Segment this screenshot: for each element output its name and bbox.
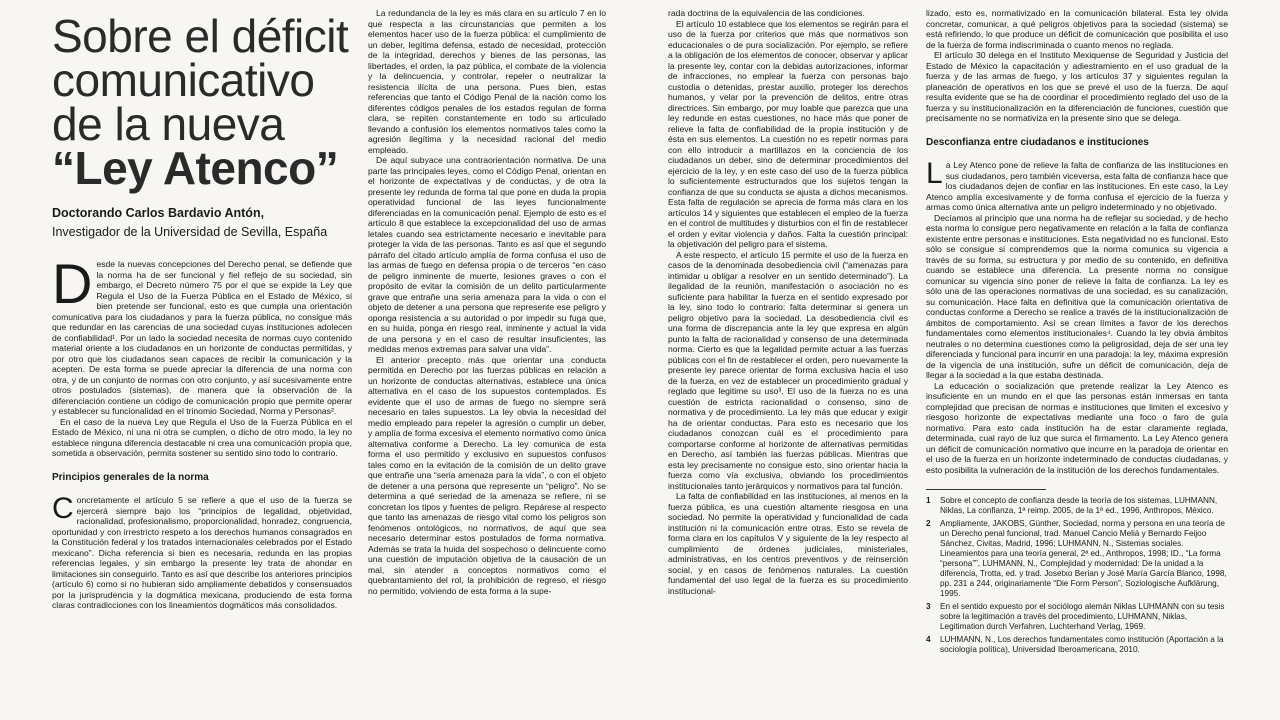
paragraph: Desde la nuevas concepciones del Derecho penal, se defiende que la norma ha de ser funcional y fiel reflejo de su sociedad, sin embargo, el Decreto número 75 por el que se expide la Ley que Regula el Uso de la Fuerza Pública en el Estado de México, si bien pretende ser funcional, esto es que cumpla una orientación comunicativa para los ciudadanos y para la fuerza pública, no consigue más que redundar en las carencias de una sociedad cuyas instituciones adolecen de confiabilidad¹. Por un lado la sociedad necesita de normas cuyo contenido material oriente a los ciudadanos en un horizonte de conductas permitidas, y por otro que los ciudadanos sean capaces de recibir la comunicación y la acepten. De esta forma se puede apreciar la diferencia de una norma con otra, y de un conjunto de normas con otro conjunto, y así sucesivamente entre otros postulados (sistemas), de manera que la observación de la diferenciación contiene un código de comunicación propio que permite operar y establecer su funcionalidad en el trinomio Sociedad, Norma y Personas². xyxy=(52,252,352,416)
footnotes xyxy=(926,496,1228,655)
drop-cap: C xyxy=(52,492,74,525)
title-line-1: Sobre el déficit xyxy=(52,10,349,62)
author-affiliation: Investigador de la Universidad de Sevilla, España xyxy=(52,224,328,239)
paragraph: El artículo 10 establece que los elementos se regirán para el uso de la fuerza por criterios que más que normativos son educacionales o de pura socialización. Por ejemplo, se refiere a la obligación de los elementos de conocer, observar y aplicar la presente ley, contar con la debidas autorizaciones, informar de infracciones, no emplear la fuerza con personas bajo custodia o detenidas, prestar auxilio, proteger los derechos humanos, y velar por la prevención de delitos, entre otras directrices. Sin embargo, por muy loable que parezca que una ley redunde en estas cuestiones, no hace más que poner de relieve la falta de confiabilidad de la propia institución y de ésta en sus elementos. La cuestión no es repetir normas para con ello introducir a martillazos en la conciencia de los ciudadanos un deber, sino de determinar procedimientos del ejercicio de la ley, y en este caso del uso de la fuerza pública lo suficientemente estructurados que los sujetos tengan la confianza de que su conducta se ajusta a dichos mecanismos. Esta falta de regulación se aprecia de forma más clara en los artículos 14 y siguientes que establecen el empleo de la fuerza en el control de multitudes y disturbios con el fin de restablecer el orden y evitar violencia y daños. Falta la cuestión principal: la objetivación del peligro para el sistema. xyxy=(668,18,908,249)
paragraph: Concretamente el artículo 5 se refiere a que el uso de la fuerza se ejercerá siempre bajo los “principios de legalidad, objetividad, racionalidad, profesionalismo, proporcionalidad, honradez, congruencia, oportunidad y con irrestricto respeto a los derechos humanos consagrados en la Constitución federal y los tratados internacionales celebrados por el Estado mexicano”. Dicha referencia si bien es necesaria, redunda en las propias referencias legales, y sin embargo la presente ley trata de ahondar en limitaciones sin conseguirlo. Tanto es así que describe los anteriores principios (artículo 6) como si no hubieran sido ampliamente debatidos y consensuados por la jurisprudencia y la dogmática mexicana, produciendo de esta forma claras contradicciones con los lineamientos dogmáticos más consolidados. xyxy=(52,492,352,610)
footnote: 1 Sobre el concepto de confianza desde la teoría de los sistemas, LUHMANN, Niklas, La confianza, 1ª reimp. 2005, de la 1ª ed., 1996, Anthropos, México. xyxy=(926,496,1218,515)
paragraph: A este respecto, el artículo 15 permite el uso de la fuerza en casos de la denominada desobediencia civil (“amenazas para intimidar u obligar a resolver en un sentido determinado”). La ilegalidad de la reunión, manifestación o asociación no es suficiente para habilitar la fuerza en el sentido expresado por la ley, sino todo lo contrario: falta determinar si genera un peligro objetivo para la sociedad. La desobediencia civil es una forma de discrepancia ante la ley que expresa en algún punto la falta de racionalidad y consenso de una determinada norma. Cierto es que la legalidad permite actuar a las fuerzas públicas con el fin de restablecer el orden, pero nuevamente la presente ley parece orientar de forma exclusiva hacia el uso de la fuerza, en vez de establecer un procedimiento gradual y reglado que legitime su uso³. El uso de la fuerza no es una cuestión de estricta racionalidad o consenso, sino de normativa y de procedimiento. La ley más que educar y exigir ha de orientar conductas. Para esto es necesario que los ciudadanos conozcan cuál es el procedimiento para comportarse conforme al horizonte de alternativas permitidas en Derecho, así también las fuerzas públicas. Mientras que esta ley precisamente no consigue esto, sino orientar hacia la fuerza como vía exclusiva, obviando los procedimientos institucionales tanto jerárquicos y normativos para tal función. xyxy=(668,249,908,491)
footnote-divider xyxy=(926,489,1046,490)
drop-cap: D xyxy=(52,252,93,315)
drop-cap: L xyxy=(926,157,943,190)
title-line-2: comunicativo xyxy=(52,54,315,106)
author-name: Doctorando Carlos Bardavio Antón, xyxy=(52,206,265,220)
paragraph: La Ley Atenco pone de relieve la falta de confianza de las instituciones en sus ciudadanos, pero también viceversa, esta falta de confianza hace que los ciudadanos dejen de confiar en las instituciones. En este caso, la Ley Atenco amplía excesivamente y de forma confusa el ejercicio de la fuerza y armas como única alternativa ante un peligro indeterminado y no objetivado. xyxy=(926,157,1228,212)
column-1 xyxy=(52,8,352,714)
paragraph: rada doctrina de la equivalencia de las condiciones. xyxy=(668,8,865,18)
article-title xyxy=(52,10,352,194)
paragraph: Decíamos al principio que una norma ha de reflejar su sociedad, y de hecho esta norma lo consigue pero negativamente en relación a la falta de confianza existente entre personas e instituciones. Esta negatividad no es funcional. Esto sólo se consigue si comprendemos que la norma comunica su vigencia a través de su forma, su estructura y por medio de su contenido, en definitiva cuando se establece una diferencia. La presente norma no consigue comunicar su vigencia sino poner de relieve la falta de confianza. La ley es sólo una de las operaciones normativas de una sociedad, es su canalización, su comunicación. Hace falta en definitiva que la comunicación orientativa de conductas conforme a Derecho se realice a través de la institucionalización de ámbitos de comportamiento. Así se crean límites a favor de los derechos fundamentales como elementos institucionales⁴. Cuando la ley obvia ámbitos neutrales o no determina cuestiones como la peligrosidad, deja de ser una ley diferenciada y funcional para incurrir en una paradoja: la ley, máxima expresión de la vigencia de una institución, sufre un déficit de comunicación, deja de llegar a la sociedad a la que estaba destinada. xyxy=(926,212,1228,380)
column-3 xyxy=(668,8,908,714)
footnote: 4 LUHMANN, N., Los derechos fundamentales como institución (Aportación a la sociología política), Universidad Iberoamericana, 2010. xyxy=(926,635,1224,654)
paragraph: En el caso de la nueva Ley que Regula el Uso de la Fuerza Pública en el Estado de México, ni una ni otra se cumplen, o dicho de otro modo, la ley no establece ninguna diferencia destacable ni crea una comunicación propia que, sometida a observación, permita sostener su sentido sino todo lo contrario. xyxy=(52,416,352,458)
paragraph: De aquí subyace una contraorientación normativa. De una parte las principales leyes, como el Código Penal, orientan en el horizonte de expectativas y de conductas, y de otra la presente ley redunda de forma tal que pone en duda la propia operatividad funcional de las leyes funcionalmente diferenciadas en la comunicación penal. Ejemplo de esto es el artículo 8 que establece la excepcionalidad del uso de armas letales cuando sea estrictamente necesario e inevitable para proteger la vida de las personas. Tanto es así que el segundo párrafo del citado artículo amplía de forma confusa el uso de las armas de fuego en defensa propia o de terceros “en caso de peligro inminente de muerte, lesiones graves o con el propósito de evitar la comisión de un delito particularmente grave que entrañe una seria amenaza para la vida o con el objeto de detener a una persona que represente ese peligro y oponga resistencia a su autoridad o por impedir su fuga que, en su huida, ponga en riesgo real, inminente y actual la vida de una persona y en el caso de resultar insuficientes, las medidas menos extremas para salvar una vida”. xyxy=(368,155,606,354)
footnote: 2 Ampliamente, JAKOBS, Günther, Sociedad, norma y persona en una teoría de un Derecho penal funcional, trad. Manuel Cancio Meliá y Bernardo Feijoo Sánchez, Civitas, Madrid, 1996; LUHMANN, N., Sistemas sociales. Lineamientos para una teoría general, 2ª ed., Anthropos, 1998; ID., “La forma “persona””, LUHMANN, N., Complejidad y modernidad: De la unidad a la diferencia, Trotta, ed. y trad. Josetxo Berian y José María García Blanco, 1998, pp. 231 a 244, originariamente “Die Form Person”, Soziologische Aufklärung, 1995. xyxy=(926,519,1227,598)
paragraph: La redundancia de la ley es más clara en su artículo 7 en lo que respecta a las circunstancias que permiten a los elementos hacer uso de la fuerza pública: el cumplimiento de un deber, legítima defensa, estado de necesidad, protección de la integridad, derechos y bienes de las personas, las libertades, el orden, la paz pública, el combate de la violencia y la delincuencia, y controlar, repeler o neutralizar la resistencia ilícita de una persona. Pues bien, estas referencias que tanto el Código Penal de la nación como los diferentes códigos penales de los estados regulan de forma clara, se repiten constantemente en todo su articulado llevando a confusión los elementos normativos tales como la agresión ilegítima y la necesidad racional del medio empleado. xyxy=(368,8,606,155)
footnote: 3 En el sentido expuesto por el sociólogo alemán Niklas LUHMANN con su tesis sobre la legitimación a través del procedimiento, LUHMANN, Niklas, Legitimation durch Verfahren, Luchterhand Verlag, 1969. xyxy=(926,602,1225,631)
paragraph: El anterior precepto más que orientar una conducta permitida en Derecho por las fuerzas públicas en relación a un horizonte de conductas alternativas, establece una única alternativa en el caso de los supuestos contemplados. Es evidente que el uso de armas de fuego no siempre será necesario en tales supuestos. La ley obvia la necesidad del medio empleado para repeler la agresión o cumplir un deber, y amplía de forma excesiva el elemento normativo como única alternativa conforme a Derecho. La ley comunica de esta forma el uso permitido y exclusivo en supuestos confusos tales como en la evitación de la comisión de un delito grave que entrañe una “seria amenaza para la vida”, o con el objeto de detener a una persona que represente un “peligro”. No se determina a qué seriedad de la amenaza se refiere, ni se concretan los tipos y fuentes de peligro. Repárese al respecto que tanto las amenazas de riesgo vital como los peligros son fenómenos ontológicos, no normativos, de aquí que sea necesario determinar estos postulados de forma normativa. Además se trata la huida del sospechoso o delincuente como una cuestión de imputación objetiva de la causación de un mal, sin atender a conceptos normativos como el quebrantamiento del rol, la prohibición de regreso, el riesgo no permitido, volviendo de esta forma a la supe- xyxy=(368,354,606,596)
paragraph: lizado, esto es, normativizado en la comunicación bilateral. Esta ley olvida concretar, comunicar, a qué peligros objetivos para la sociedad (sistema) se está refiriendo, lo que produce un déficit de comunicación que posibilita el uso de la fuerza de forma indiscriminada o cuanto menos no reglada. xyxy=(926,8,1228,50)
column-4 xyxy=(926,8,1228,714)
paragraph: El artículo 30 delega en el Instituto Mexiquense de Seguridad y Justicia del Estado de México la capacitación y adiestramiento en el uso gradual de la fuerza y de las armas de fuego, y los artículos 37 y siguientes regulan la planeación de operativos en los que se prevé el uso de la fuerza. De aquí resulta evidente que se ha de coordinar el procedimiento reglado del uso de la fuerza y su institucionalización en la diferenciación de funciones, cuestión que precisamente no se normativiza en la presente sino que se delega. xyxy=(926,50,1228,123)
paragraph: La educación o socialización que pretende realizar la Ley Atenco es insuficiente en un mundo en el que las personas están inmersas en tanta complejidad que precisan de normas e instituciones que limiten el excesivo y riesgoso horizonte de expectativas mediante una foco o faro de guía normativo. Para esto cada institución ha de estar claramente reglada, determinada, cual rayo de luz que surca el firmamento. La Ley Atenco genera un déficit de comunicación normativo que incurre en la paradoja de orientar en el uso de la fuerza en un horizonte indeterminado de conductas ciudadanas, y esto posibilita la vulneración de la institución de los derechos fundamentales. xyxy=(926,380,1228,475)
column-2 xyxy=(368,8,606,714)
title-line-3: de la nueva xyxy=(52,98,285,150)
title-line-4: “Ley Atenco” xyxy=(52,142,339,194)
section-heading: Desconfianza entre ciudadanos e instituciones xyxy=(926,136,1149,148)
paragraph: La falta de confiabilidad en las instituciones, al menos en la fuerza pública, es una cuestión altamente riesgosa en una sociedad. No permite la operatividad y funcionalidad de cada institución ni la comunicación entre otras. Esto se revela de forma clara en los capítulos V y siguiente de la ley respecto al cumplimiento de órdenes judiciales, ministeriales, administrativas, en los centros preventivos y de reinserción social, y en casos de fenómenos naturales. La cuestión fundamental del uso legal de la fuerza es su procedimiento institucional- xyxy=(668,491,908,596)
section-heading: Principios generales de la norma xyxy=(52,471,209,483)
